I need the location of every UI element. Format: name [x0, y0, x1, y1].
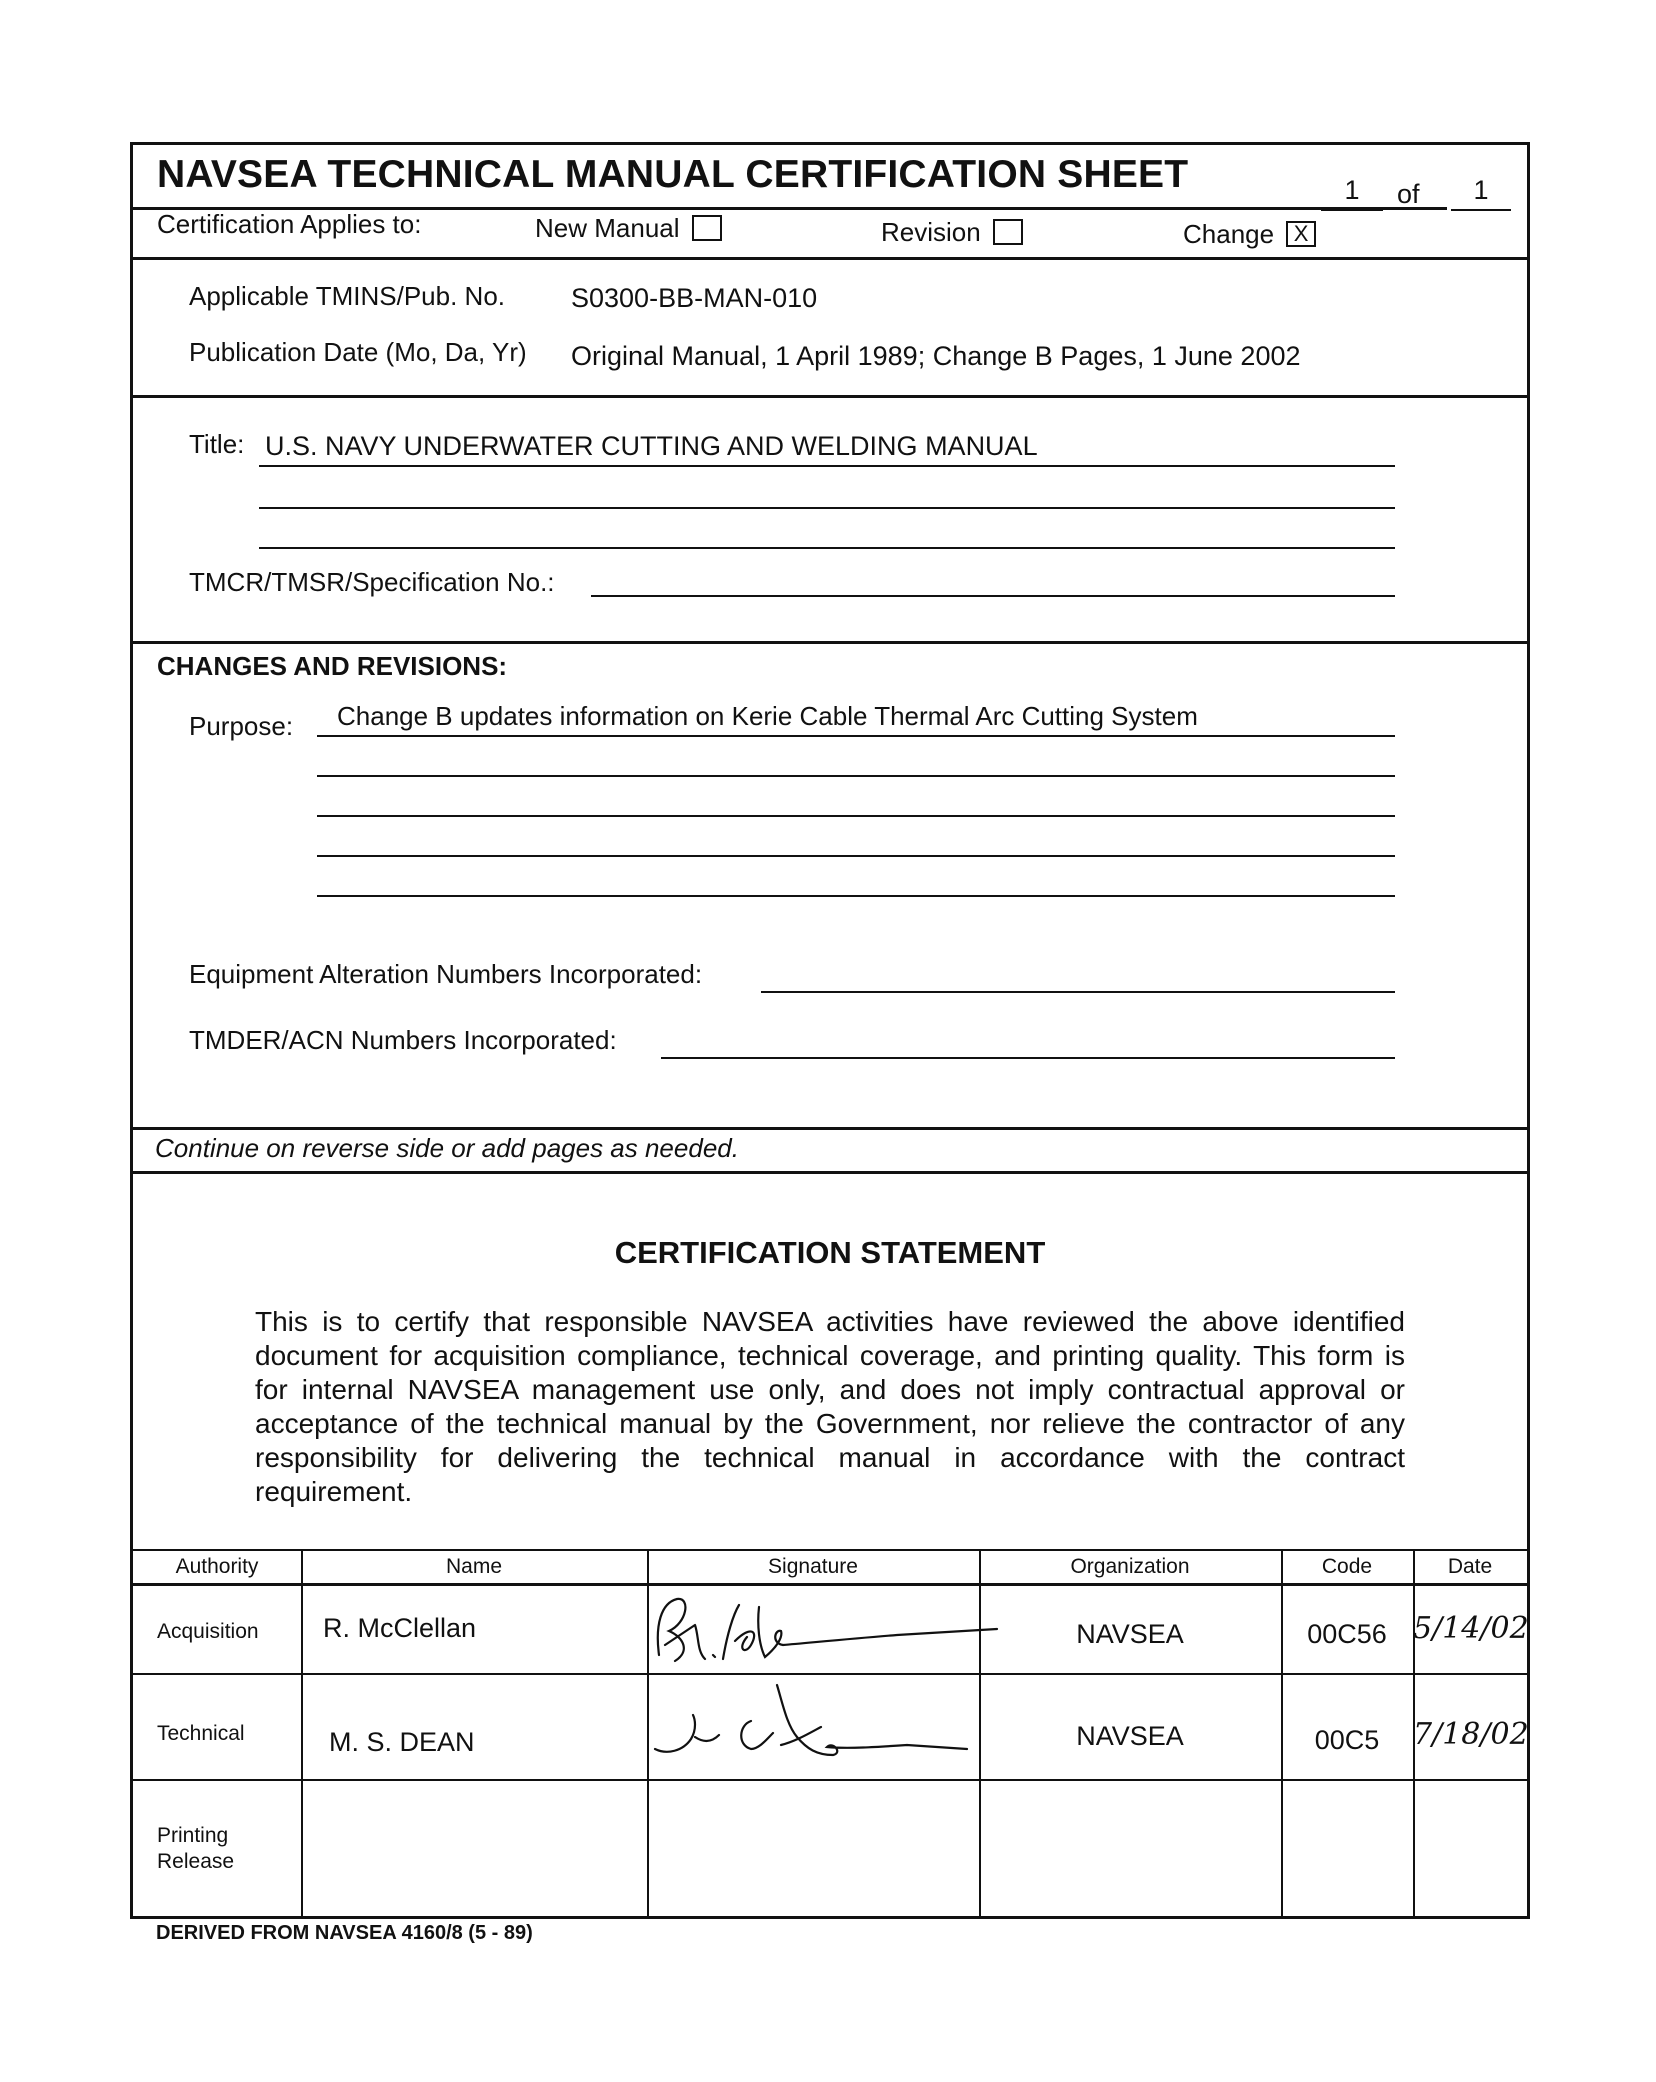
certification-heading: CERTIFICATION STATEMENT [614, 1235, 1046, 1270]
row3-authority: Printing Release [157, 1824, 235, 1873]
of-label: of [1397, 179, 1420, 209]
row1-name: R. McClellan [323, 1613, 477, 1643]
continue-rule [133, 1171, 1527, 1174]
applies-label: Certification Applies to: [157, 209, 422, 239]
continue-note: Continue on reverse side or add pages as needed. [155, 1133, 739, 1163]
change-checkbox[interactable]: X [1286, 221, 1316, 247]
header-authority: Authority [175, 1555, 259, 1578]
form-footer: DERIVED FROM NAVSEA 4160/8 (5 - 89) [156, 1922, 533, 1944]
tmins-value: S0300-BB-MAN-010 [571, 283, 818, 313]
purpose-line-4 [317, 855, 1395, 857]
change-label: Change [1183, 219, 1275, 249]
title-rule [133, 641, 1527, 644]
new-manual-checkbox[interactable] [692, 215, 722, 241]
equip-label: Equipment Alteration Numbers Incorporated: [189, 959, 703, 989]
row2-authority: Technical [157, 1722, 245, 1745]
equip-line [761, 991, 1395, 993]
purpose-value: Change B updates information on Kerie Cable Thermal Arc Cutting System [337, 701, 1198, 731]
page-number: 1 [1344, 175, 1360, 205]
row2-date: 7/18/02 [1413, 1717, 1529, 1752]
manual-title: U.S. NAVY UNDERWATER CUTTING AND WELDING MANUAL [265, 431, 1038, 461]
header-date: Date [1447, 1555, 1493, 1578]
header-organization: Organization [1070, 1555, 1190, 1578]
change-option[interactable] [1183, 219, 1316, 250]
header-code: Code [1321, 1555, 1373, 1578]
title-label: Title: [189, 429, 245, 459]
col-rule-1 [301, 1549, 303, 1916]
row2-signature-image [647, 1675, 979, 1779]
page-total-line [1451, 209, 1511, 211]
signature-table [133, 1549, 1527, 1916]
certification-form [130, 142, 1530, 1919]
row-rule-2 [133, 1779, 1527, 1781]
new-manual-label: New Manual [535, 213, 680, 243]
row2-organization: NAVSEA [1076, 1721, 1184, 1751]
title-line-2 [259, 507, 1395, 509]
tmder-label: TMDER/ACN Numbers Incorporated: [189, 1025, 617, 1055]
spec-line [591, 595, 1395, 597]
row2-name: M. S. DEAN [329, 1727, 475, 1757]
title-line-3 [259, 547, 1395, 549]
tmder-line [661, 1057, 1395, 1059]
row2-code: 00C5 [1314, 1725, 1380, 1755]
revision-label: Revision [881, 217, 981, 247]
row1-date: 5/14/02 [1413, 1611, 1529, 1646]
purpose-line-3 [317, 815, 1395, 817]
purpose-line-5 [317, 895, 1395, 897]
header-name: Name [445, 1555, 503, 1578]
page-total: 1 [1473, 175, 1489, 205]
header-signature: Signature [768, 1555, 858, 1578]
pub-rule [133, 395, 1527, 398]
purpose-label: Purpose: [189, 711, 294, 741]
changes-heading: CHANGES AND REVISIONS: [157, 651, 508, 681]
row1-organization: NAVSEA [1076, 1619, 1184, 1649]
purpose-line-1 [317, 735, 1395, 737]
purpose-line-2 [317, 775, 1395, 777]
spec-label: TMCR/TMSR/Specification No.: [189, 567, 555, 597]
new-manual-option[interactable] [535, 213, 722, 244]
row1-authority: Acquisition [157, 1620, 259, 1643]
form-title: NAVSEA TECHNICAL MANUAL CERTIFICATION SHEET [157, 153, 1189, 196]
changes-rule [133, 1127, 1527, 1130]
pub-date-label: Publication Date (Mo, Da, Yr) [189, 337, 527, 367]
row1-signature-image [647, 1585, 1007, 1673]
title-line-1 [259, 465, 1395, 467]
pub-date-value: Original Manual, 1 April 1989; Change B Pages, 1 June 2002 [571, 341, 1301, 371]
row1-code: 00C56 [1307, 1619, 1387, 1649]
applies-rule [133, 257, 1527, 260]
revision-option[interactable] [881, 217, 1023, 248]
tmins-label: Applicable TMINS/Pub. No. [189, 281, 505, 311]
certification-body: This is to certify that responsible NAVSEA activities have reviewed the above identified document for acquisition compliance, technical coverage, and printing quality. This form is for internal NAVSEA management use only, and does not imply contractual approval or acceptance of the technical manual by the Government, nor relieve the contractor of any responsibility for delivering the technical manual in accordance with the contract requirement. [255, 1306, 1405, 1507]
revision-checkbox[interactable] [993, 219, 1023, 245]
